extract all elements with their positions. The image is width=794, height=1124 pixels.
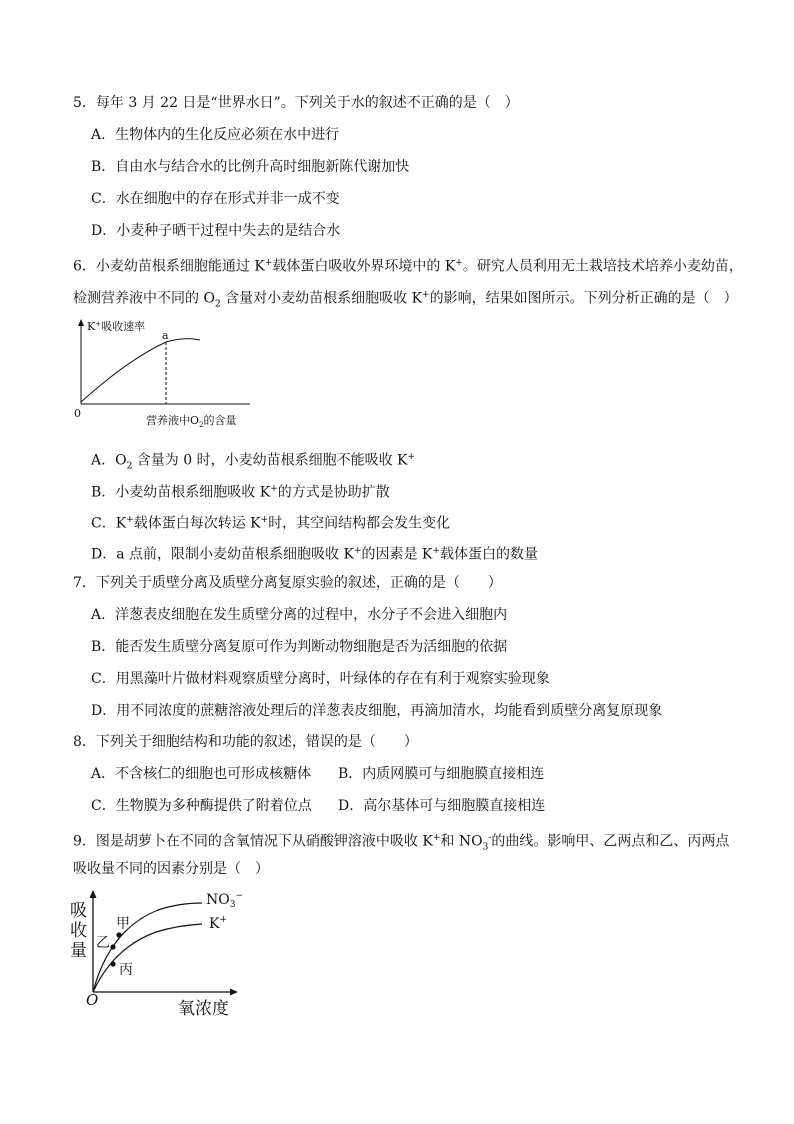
q8-option-c: C．生物膜为多种酶提供了附着位点 — [91, 798, 312, 814]
q9-k-label: K+ — [209, 915, 228, 932]
q7-option-d: D．用不同浓度的蔗糖溶液处理后的洋葱表皮细胞，再滴加清水，均能看到质壁分离复原现象 — [91, 703, 663, 719]
q6-option-a: A．$O_2$ 含量为 0 时，小麦幼苗根系细胞不能吸收 K+ — [91, 452, 416, 472]
q8-option-a: A．不含核仁的细胞也可形成核糖体 — [91, 766, 312, 782]
q6-x-label: 营养液中$O_2$的含量 — [146, 414, 237, 429]
q9-point-yi — [110, 944, 115, 949]
q9-y-label-1: 吸 — [70, 901, 87, 921]
q6-option-c: C．K+载体蛋白每次转运 K+时，其空间结构都会发生变化 — [91, 515, 451, 532]
q9-no3-label: $NO_3^-$ — [206, 891, 244, 910]
q8-stem: 8．下列关于细胞结构和功能的叙述，错误的是（ ） — [73, 734, 418, 750]
q6-graph — [70, 316, 270, 434]
q9-origin-label: O — [86, 991, 99, 1009]
q8-option-b: B．内质网膜可与细胞膜直接相连 — [338, 766, 545, 782]
q7-option-c: C．用黑藻叶片做材料观察质壁分离时，叶绿体的存在有利于观察实验现象 — [91, 671, 550, 687]
q9-yi-label: 乙 — [96, 935, 110, 951]
q9-y-label-3: 量 — [70, 941, 87, 961]
q9-stem-line2: 吸收量不同的因素分别是（ ） — [73, 861, 269, 877]
q7-option-b: B．能否发生质壁分离复原可作为判断动物细胞是否为活细胞的依据 — [91, 639, 508, 655]
q6-option-b: B．小麦幼苗根系细胞吸收 K+的方式是协助扩散 — [91, 484, 390, 501]
q9-bing-label: 丙 — [119, 962, 133, 978]
q9-y-axis-arrow — [90, 890, 97, 898]
q7-stem: 7．下列关于质壁分离及质壁分离复原实验的叙述，正确的是（ ） — [73, 575, 502, 591]
q6-stem-line1: 6．小麦幼苗根系细胞能通过 K+载体蛋白吸收外界环境中的 K+。研究人员利用无土栽培技术培养小麦幼苗， — [73, 258, 743, 275]
q6-stem-line2: 检测营养液中不同的 $O_2$ 含量对小麦幼苗根系细胞吸收 K+的影响，结果如图所示。下列分析正确的是（ ） — [73, 290, 738, 310]
q6-origin-label: 0 — [74, 407, 81, 420]
q9-x-axis-arrow — [230, 989, 238, 996]
q9-y-label-2: 收 — [70, 921, 87, 941]
q5-option-d: D．小麦种子晒干过程中失去的是结合水 — [91, 223, 341, 239]
q5-option-a: A．生物体内的生化反应必须在水中进行 — [91, 127, 340, 143]
q6-uptake-curve — [81, 339, 200, 402]
q5-option-c: C．水在细胞中的存在形式并非一成不变 — [91, 191, 340, 207]
q9-point-jia — [116, 932, 121, 937]
q9-jia-label: 甲 — [116, 916, 130, 932]
q5-option-b: B．自由水与结合水的比例升高时细胞新陈代谢加快 — [91, 159, 410, 175]
q6-y-axis-arrow — [78, 319, 84, 326]
q9-stem-line1: 9．图是胡萝卜在不同的含氧情况下从硝酸钾溶液中吸收 K+和 $NO_3^-$的曲线。影响甲、乙两点和乙、丙两点 — [73, 833, 730, 853]
q8-option-d: D．高尔基体可与细胞膜直接相连 — [338, 798, 546, 814]
q6-point-a-label: a — [162, 329, 169, 342]
q9-x-label: 氧浓度 — [178, 999, 229, 1019]
q9-point-bing — [110, 961, 115, 966]
q9-graph — [68, 886, 258, 1020]
q5-stem: 5．每年 3 月 22 日是“世界水日”。下列关于水的叙述不正确的是（ ） — [73, 95, 519, 111]
q6-y-label: K+吸收速率 — [87, 320, 146, 333]
q6-option-d: D．a 点前，限制小麦幼苗根系细胞吸收 K+的因素是 K+载体蛋白的数量 — [91, 546, 538, 563]
q7-option-a: A．洋葱表皮细胞在发生质壁分离的过程中，水分子不会进入细胞内 — [91, 607, 508, 623]
